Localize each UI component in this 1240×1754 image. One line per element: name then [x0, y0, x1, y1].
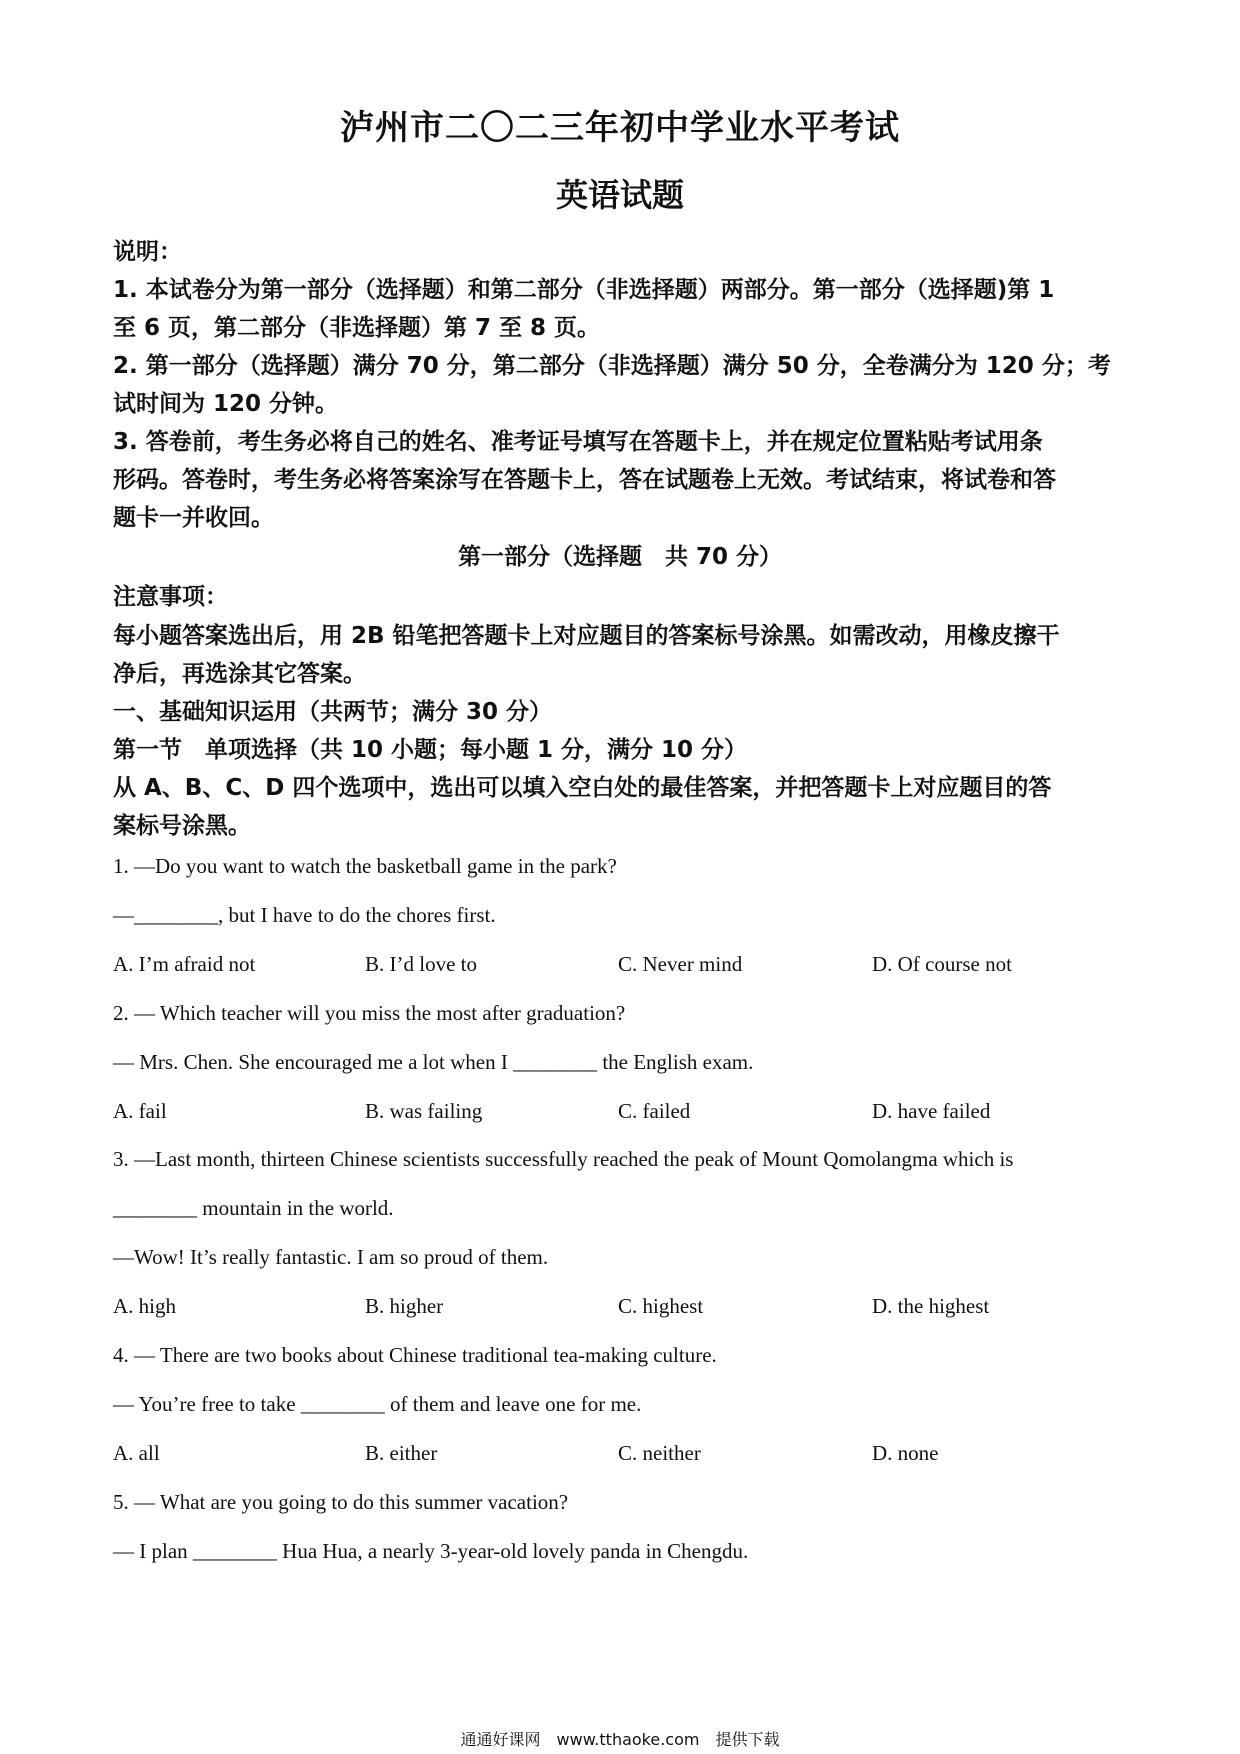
option-a: A. fail [113, 1099, 167, 1123]
instruction-line: 2. 第一部分（选择题）满分 70 分，第二部分（非选择题）满分 50 分，全卷满分为 120 分；考 [113, 353, 1111, 379]
option-c: C. failed [618, 1099, 691, 1123]
question-line: 3. —Last month, thirteen Chinese scientists successfully reached the peak of Mount Qomolangma which is [113, 1147, 1014, 1171]
question-line: — You’re free to take ________ of them and leave one for me. [113, 1392, 642, 1416]
part1-heading: 第一部分（选择题 共 70 分） [457, 544, 783, 570]
notice-label: 注意事项： [113, 584, 228, 610]
section-title: 一、基础知识运用（共两节；满分 30 分） [113, 699, 553, 725]
instruction-line: 1. 本试卷分为第一部分（选择题）和第二部分（非选择题）两部分。第一部分（选择题)第 1 [113, 277, 1055, 303]
option-a: A. high [113, 1294, 176, 1318]
question-line: 1. —Do you want to watch the basketball game in the park? [113, 854, 617, 878]
question-line: 2. — Which teacher will you miss the most after graduation? [113, 1001, 626, 1025]
notice-line: 每小题答案选出后，用 2B 铅笔把答题卡上对应题目的答案标号涂黑。如需改动，用橡皮擦干 [113, 623, 1060, 649]
instruction-line: 试时间为 120 分钟。 [113, 391, 339, 417]
option-d: D. Of course not [872, 952, 1012, 976]
option-d: D. none [872, 1441, 939, 1465]
question-line: 5. — What are you going to do this summer vacation? [113, 1490, 569, 1514]
directions-line: 从 A、B、C、D 四个选项中，选出可以填入空白处的最佳答案，并把答题卡上对应题目的答 [113, 775, 1052, 801]
instructions-label: 说明： [113, 239, 182, 265]
question-line: 4. — There are two books about Chinese traditional tea-making culture. [113, 1343, 717, 1367]
instruction-line: 3. 答卷前，考生务必将自己的姓名、准考证号填写在答题卡上，并在规定位置粘贴考试用条 [113, 429, 1043, 455]
option-c: C. neither [618, 1441, 701, 1465]
option-b: B. either [365, 1441, 438, 1465]
instruction-line: 题卡一并收回。 [113, 505, 274, 531]
page-subtitle: 英语试题 [555, 176, 684, 214]
question-line: ________ mountain in the world. [113, 1196, 394, 1220]
question-line: —________, but I have to do the chores first. [113, 903, 496, 927]
instruction-line: 至 6 页，第二部分（非选择题）第 7 至 8 页。 [113, 315, 601, 341]
option-d: D. have failed [872, 1099, 991, 1123]
page-title: 泸州市二〇二三年初中学业水平考试 [340, 108, 900, 148]
option-b: B. higher [365, 1294, 444, 1318]
question-line: —Wow! It’s really fantastic. I am so proud of them. [113, 1245, 549, 1269]
option-a: A. I’m afraid not [113, 952, 256, 976]
question-line: — Mrs. Chen. She encouraged me a lot when I ________ the English exam. [113, 1050, 754, 1074]
instruction-line: 形码。答卷时，考生务必将答案涂写在答题卡上，答在试题卷上无效。考试结束，将试卷和答 [113, 467, 1056, 493]
option-d: D. the highest [872, 1294, 990, 1318]
question-line: — I plan ________ Hua Hua, a nearly 3-year-old lovely panda in Chengdu. [113, 1539, 749, 1563]
notice-line: 净后，再选涂其它答案。 [113, 661, 366, 687]
directions-line: 案标号涂黑。 [113, 813, 251, 839]
option-a: A. all [113, 1441, 160, 1465]
option-c: C. highest [618, 1294, 704, 1318]
option-b: B. I’d love to [365, 952, 477, 976]
subsection-title: 第一节 单项选择（共 10 小题；每小题 1 分，满分 10 分） [113, 737, 748, 763]
option-c: C. Never mind [618, 952, 743, 976]
option-b: B. was failing [365, 1099, 483, 1123]
footer-source: 通通好课网 www.tthaoke.com 提供下载 [460, 1730, 780, 1749]
